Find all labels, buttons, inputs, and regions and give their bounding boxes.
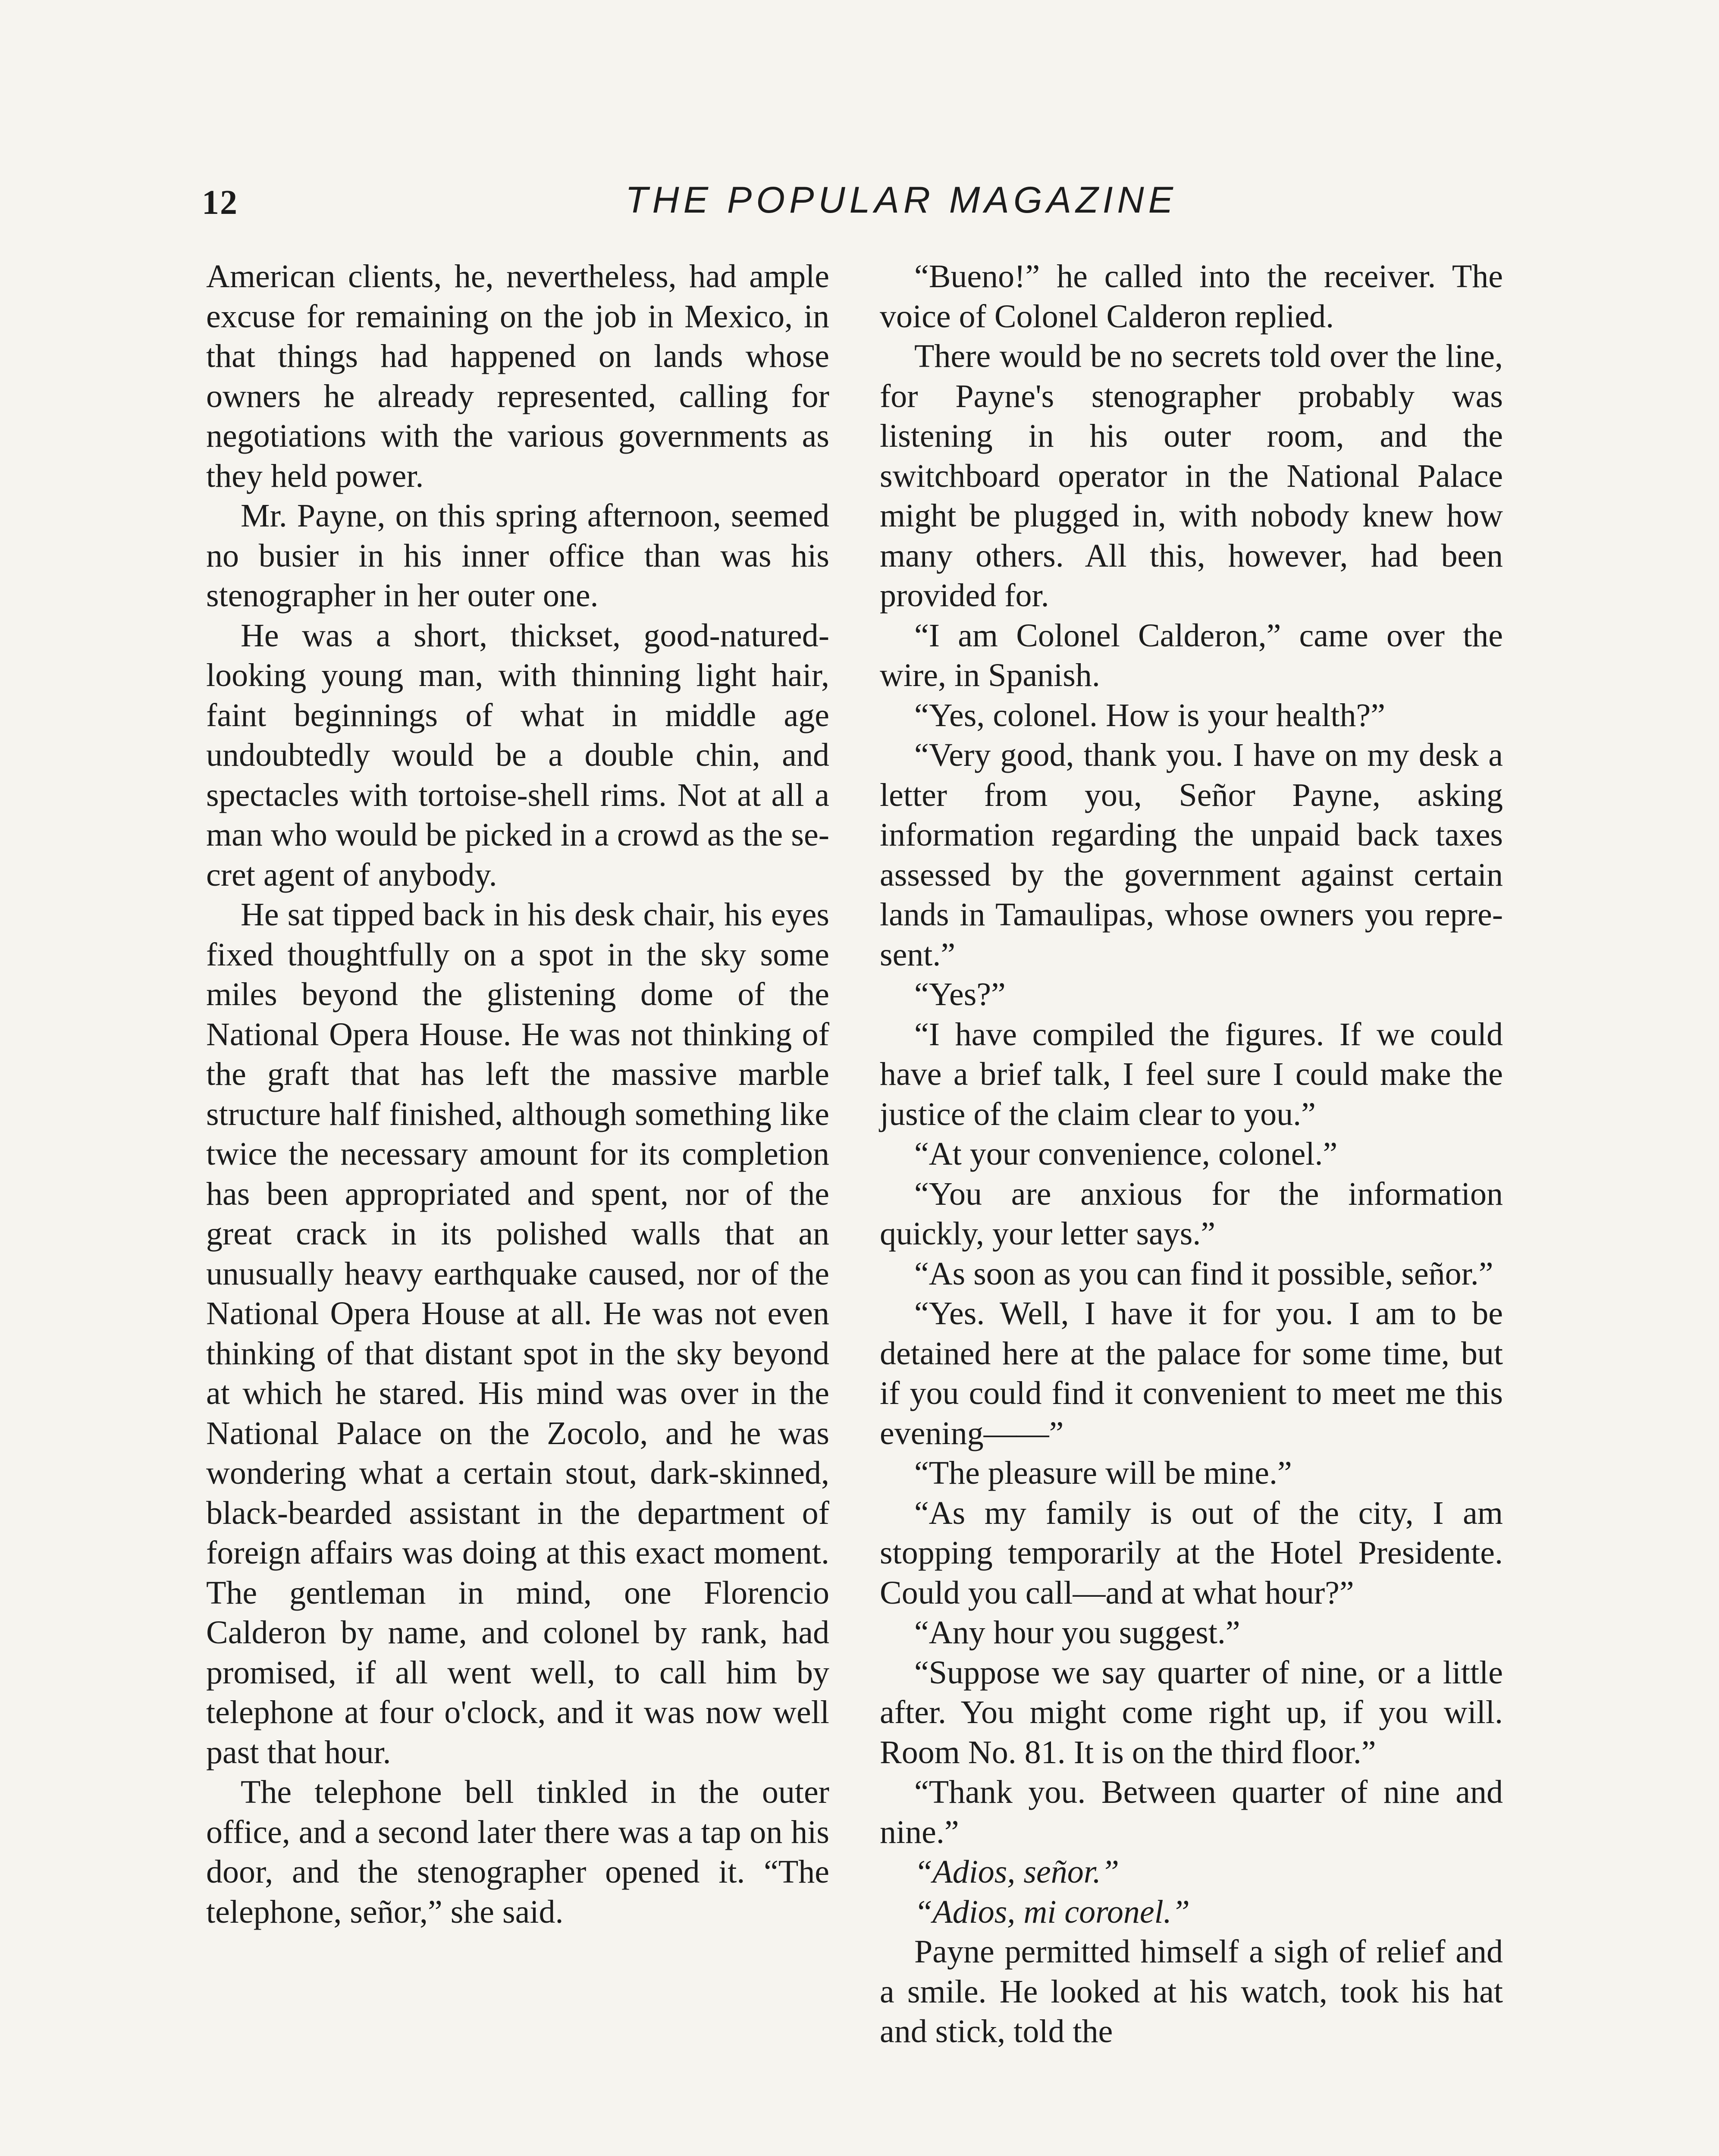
paragraph: “Bueno!” he called into the receiver. The voice of Colonel Calderon replied. xyxy=(880,258,1503,335)
paragraph: American clients, he, nevertheless, had ample excuse for remaining on the job in Mexico, in that things had happened on lands whose owners he already represented, calling for negotiations with the various governments as they held power. xyxy=(206,258,829,494)
paragraph: Mr. Payne, on this spring afternoon, seemed no busier in his inner office than was his stenographer in her outer one. xyxy=(206,498,829,614)
page-header xyxy=(0,175,1719,226)
right-column xyxy=(880,257,1503,2156)
paragraph: “Very good, thank you. I have on my desk a letter from you, Señor Payne, asking information regarding the unpaid back taxes assessed by the government against certain lands in Tamaulipas, whose owners you represent.” xyxy=(880,737,1503,973)
paragraph: “As my family is out of the city, I am stopping temporarily at the Hotel Presidente. Could you call—and at what hour?” xyxy=(880,1495,1503,1611)
paragraph: “Yes. Well, I have it for you. I am to be detained here at the palace for some time, but if you could find it convenient to meet me this evening——” xyxy=(880,1295,1503,1451)
paragraph: The telephone bell tinkled in the outer office, and a second later there was a tap on his door, and the stenographer opened it. “The telephone, señor,” she said. xyxy=(206,1774,829,1930)
running-title: THE POPULAR MAGAZINE xyxy=(625,179,1177,221)
paragraph: “As soon as you can find it possible, señor.” xyxy=(914,1255,1493,1292)
paragraph: “At your convenience, colonel.” xyxy=(914,1136,1338,1172)
paragraph: “Yes, colonel. How is your health?” xyxy=(914,697,1385,733)
paragraph: “I am Colonel Calderon,” came over the wire, in Spanish. xyxy=(880,617,1503,693)
paragraph: “I have compiled the figures. If we could have a brief talk, I feel sure I could make the justice of the claim clear to you.” xyxy=(880,1016,1503,1132)
paragraph: “Adios, mi coronel.” xyxy=(914,1893,1190,1930)
paragraph: “You are anxious for the information quickly, your letter says.” xyxy=(880,1175,1503,1252)
paragraph: “The pleasure will be mine.” xyxy=(914,1455,1292,1491)
paragraph: “Any hour you suggest.” xyxy=(914,1614,1240,1651)
page-number: 12 xyxy=(202,184,238,222)
paragraph: “Adios, señor.” xyxy=(914,1854,1120,1890)
paragraph: He was a short, thickset, good-natured-looking young man, with thinning light hair, faint beginnings of what in middle age undoubtedly would be a double chin, and spectacles with tortoise-shell rims. Not at all a man who would be picked in a crowd as the secret agent of anybody. xyxy=(206,617,829,893)
paragraph: “Thank you. Between quarter of nine and nine.” xyxy=(880,1774,1503,1850)
paragraph: He sat tipped back in his desk chair, his eyes fixed thoughtfully on a spot in the sky some miles beyond the glistening dome of the National Opera House. He was not thinking of the graft that has left the massive marble structure half finished, although something like twice the necessary amount for its completion has been appropriated and spent, nor of the great crack in its polished walls that an unusually heavy earthquake caused, nor of the National Opera House at all. He was not even thinking of that distant spot in the sky beyond at which he stared. His mind was over in the National Palace on the Zocolo, and he was wondering what a certain stout, dark-skinned, black-bearded assistant in the department of foreign affairs was doing at this exact moment. The gentleman in mind, one Florencio Calderon by name, and colonel by rank, had promised, if all went well, to call him by telephone at four o'clock, and it was now well past that hour. xyxy=(206,896,829,1771)
paragraph: Payne permitted himself a sigh of relief and a smile. He looked at his watch, took his hat and stick, told the xyxy=(880,1934,1503,2049)
paragraph: There would be no secrets told over the line, for Payne's stenographer probably was listening in his outer room, and the switchboard operator in the National Palace might be plugged in, with nobody knew how many others. All this, however, had been provided for. xyxy=(880,338,1503,614)
left-column xyxy=(206,257,829,2156)
paragraph: “Yes?” xyxy=(914,976,1006,1012)
paragraph: “Suppose we say quarter of nine, or a little after. You might come right up, if you will. Room No. 81. It is on the third floor.” xyxy=(880,1654,1503,1771)
